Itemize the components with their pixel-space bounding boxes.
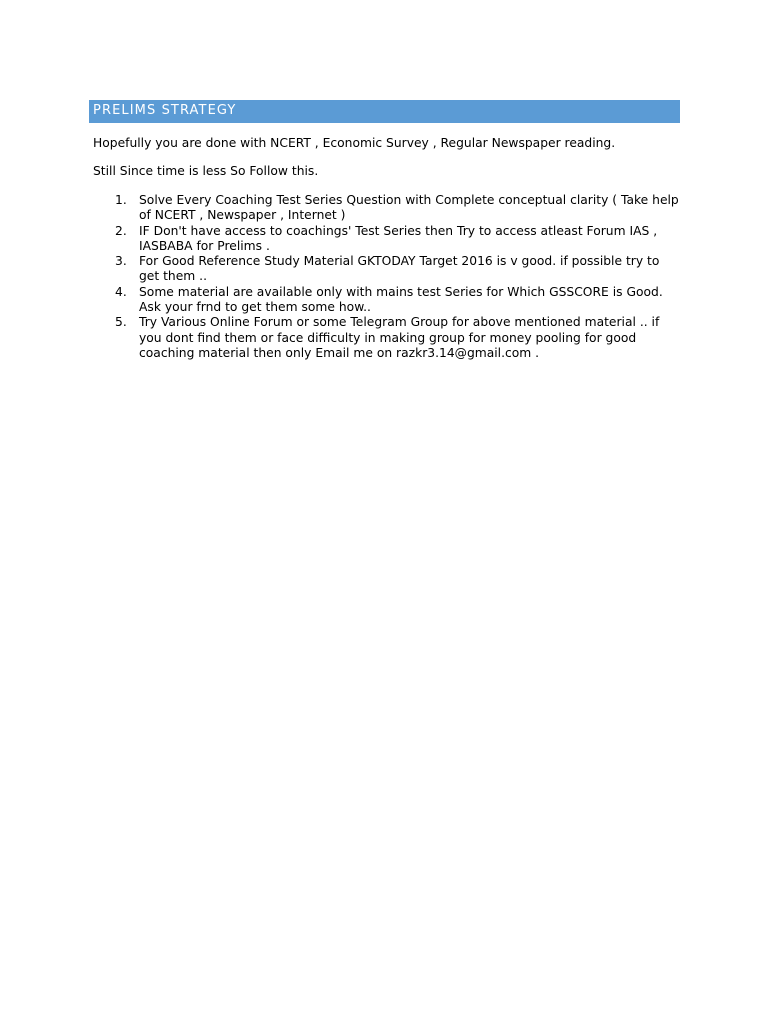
list-item [93, 285, 683, 316]
list-item-number: 4. [115, 284, 127, 299]
list-item-text: Try Various Online Forum or some Telegram Group for above mentioned material .. if you dont find them or face difficulty in making group for money pooling for good coaching material then only Email me on razkr3.14@gmail.com . [139, 315, 660, 360]
list-item [93, 315, 683, 361]
strategy-list [93, 193, 683, 361]
list-item-number: 1. [115, 193, 127, 207]
list-item [93, 193, 683, 224]
section-heading-bar [89, 100, 680, 123]
follow-paragraph: Still Since time is less So Follow this. [93, 164, 319, 178]
list-item-text: For Good Reference Study Material GKTODAY Target 2016 is v good. if possible try to get them .. [139, 254, 660, 284]
list-item-text: Some material are available only with mains test Series for Which GSSCORE is Good. Ask your frnd to get them some how.. [139, 284, 663, 315]
list-item-text: Solve Every Coaching Test Series Question with Complete conceptual clarity ( Take help of NCERT , Newspaper , Internet ) [139, 193, 679, 223]
section-heading: PRELIMS STRATEGY [93, 103, 237, 118]
list-item [93, 224, 683, 255]
intro-paragraph: Hopefully you are done with NCERT , Economic Survey , Regular Newspaper reading. [93, 136, 616, 150]
list-item-number: 5. [115, 315, 127, 330]
list-item-number: 3. [115, 254, 127, 269]
list-item-number: 2. [115, 223, 127, 238]
list-item-text: IF Don't have access to coachings' Test Series then Try to access atleast Forum IAS , IASBABA for Prelims . [139, 223, 658, 253]
list-item [93, 254, 683, 285]
